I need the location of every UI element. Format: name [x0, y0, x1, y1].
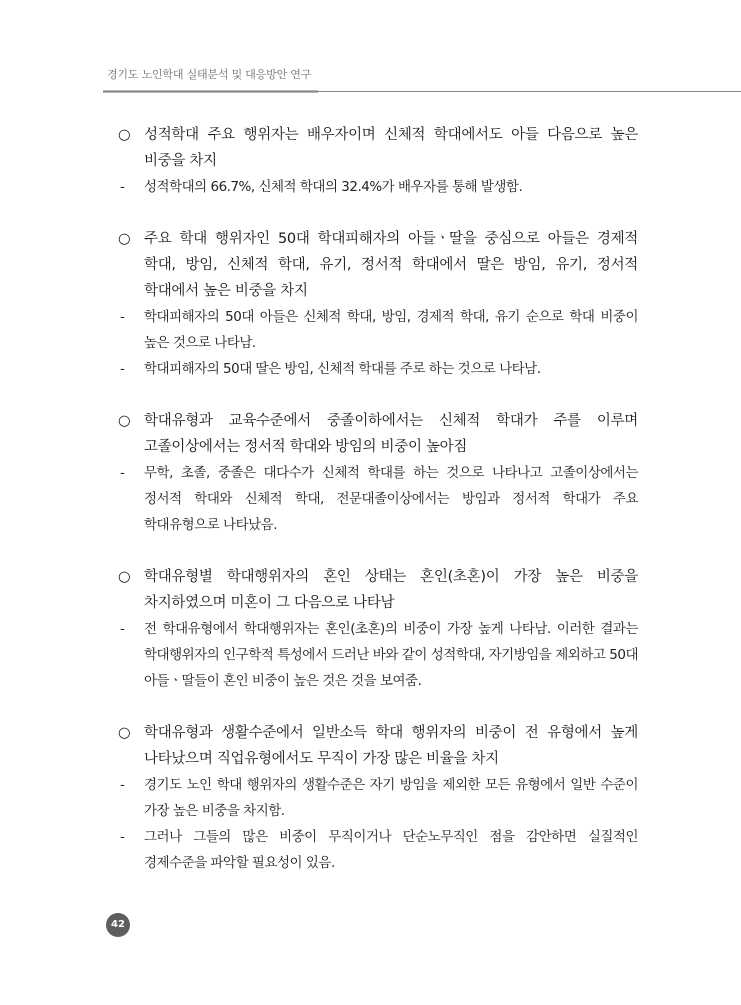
main-point-text: 주요 학대 행위자인 50대 학대피해자의 아들ㆍ딸을 중심으로 아들은 경제적 학대, 방임, 신체적 학대, 유기, 정서적 학대에서 딸은 방임, 유기, 정서적 학대에서 높은 비중을 차지 — [144, 231, 638, 299]
sub-point-text: 무학, 초졸, 중졸은 대다수가 신체적 학대를 하는 것으로 나타나고 고졸이상에서는 정서적 학대와 신체적 학대, 전문대졸이상에서는 방임과 정서적 학대가 주요 학대유형으로 나타났음. — [144, 465, 638, 533]
main-point — [118, 720, 638, 772]
sub-point — [118, 616, 638, 694]
main-point-text: 학대유형과 생활수준에서 일반소득 학대 행위자의 비중이 전 유형에서 높게 나타났으며 직업유형에서도 무직이 가장 많은 비율을 차지 — [144, 725, 638, 767]
section-1 — [118, 122, 638, 200]
sub-point-text: 그러나 그들의 많은 비중이 무직이거나 단순노무직인 점을 감안하면 실질적인 경제수준을 파악할 필요성이 있음. — [144, 829, 638, 871]
main-point-text: 성적학대 주요 행위자는 배우자이며 신체적 학대에서도 아들 다음으로 높은 비중을 차지 — [144, 127, 638, 169]
section-5 — [118, 720, 638, 876]
sub-point-text: 학대피해자의 50대 딸은 방임, 신체적 학대를 주로 하는 것으로 나타남. — [144, 361, 541, 377]
sub-point-text: 학대피해자의 50대 아들은 신체적 학대, 방임, 경제적 학대, 유기 순으로 학대 비중이 높은 것으로 나타남. — [144, 309, 638, 351]
dash-bullet-icon: - — [120, 777, 125, 793]
main-point — [118, 408, 638, 460]
page-number-badge: 42 — [106, 913, 130, 937]
main-point — [118, 122, 638, 174]
sub-point-text: 경기도 노인 학대 행위자의 생활수준은 자기 방임을 제외한 모든 유형에서 일반 수준이 가장 높은 비중을 차지함. — [144, 777, 638, 819]
circle-bullet-icon: ○ — [118, 127, 131, 143]
dash-bullet-icon: - — [120, 179, 125, 195]
section-2 — [118, 226, 638, 382]
sub-point-text: 전 학대유형에서 학대행위자는 혼인(초혼)의 비중이 가장 높게 나타남. 이러한 결과는 학대행위자의 인구학적 특성에서 드러난 바와 같이 성적학대, 자기방임을 제외하고 50대 아들ㆍ딸들이 혼인 비중이 높은 것은 것을 보여줌. — [144, 621, 638, 689]
main-point-text: 학대유형과 교육수준에서 중졸이하에서는 신체적 학대가 주를 이루며 고졸이상에서는 정서적 학대와 방임의 비중이 높아짐 — [144, 413, 638, 455]
sub-point-text: 성적학대의 66.7%, 신체적 학대의 32.4%가 배우자를 통해 발생함. — [144, 179, 523, 195]
sub-point — [118, 356, 638, 382]
main-point — [118, 226, 638, 304]
document-body — [118, 122, 638, 902]
dash-bullet-icon: - — [120, 309, 125, 325]
dash-bullet-icon: - — [120, 361, 125, 377]
sub-point — [118, 304, 638, 356]
main-point — [118, 564, 638, 616]
main-point-text: 학대유형별 학대행위자의 혼인 상태는 혼인(초혼)이 가장 높은 비중을 차지하였으며 미혼이 그 다음으로 나타남 — [144, 569, 638, 611]
dash-bullet-icon: - — [120, 621, 125, 637]
section-4 — [118, 564, 638, 694]
sub-point — [118, 772, 638, 824]
running-header-title: 경기도 노인학대 실태분석 및 대응방안 연구 — [107, 68, 312, 81]
circle-bullet-icon: ○ — [118, 231, 131, 247]
header-rule — [103, 91, 741, 92]
circle-bullet-icon: ○ — [118, 725, 131, 741]
sub-point — [118, 824, 638, 876]
section-3 — [118, 408, 638, 538]
dash-bullet-icon: - — [120, 829, 125, 845]
sub-point — [118, 174, 638, 200]
sub-point — [118, 460, 638, 538]
circle-bullet-icon: ○ — [118, 413, 131, 429]
dash-bullet-icon: - — [120, 465, 125, 481]
circle-bullet-icon: ○ — [118, 569, 131, 585]
